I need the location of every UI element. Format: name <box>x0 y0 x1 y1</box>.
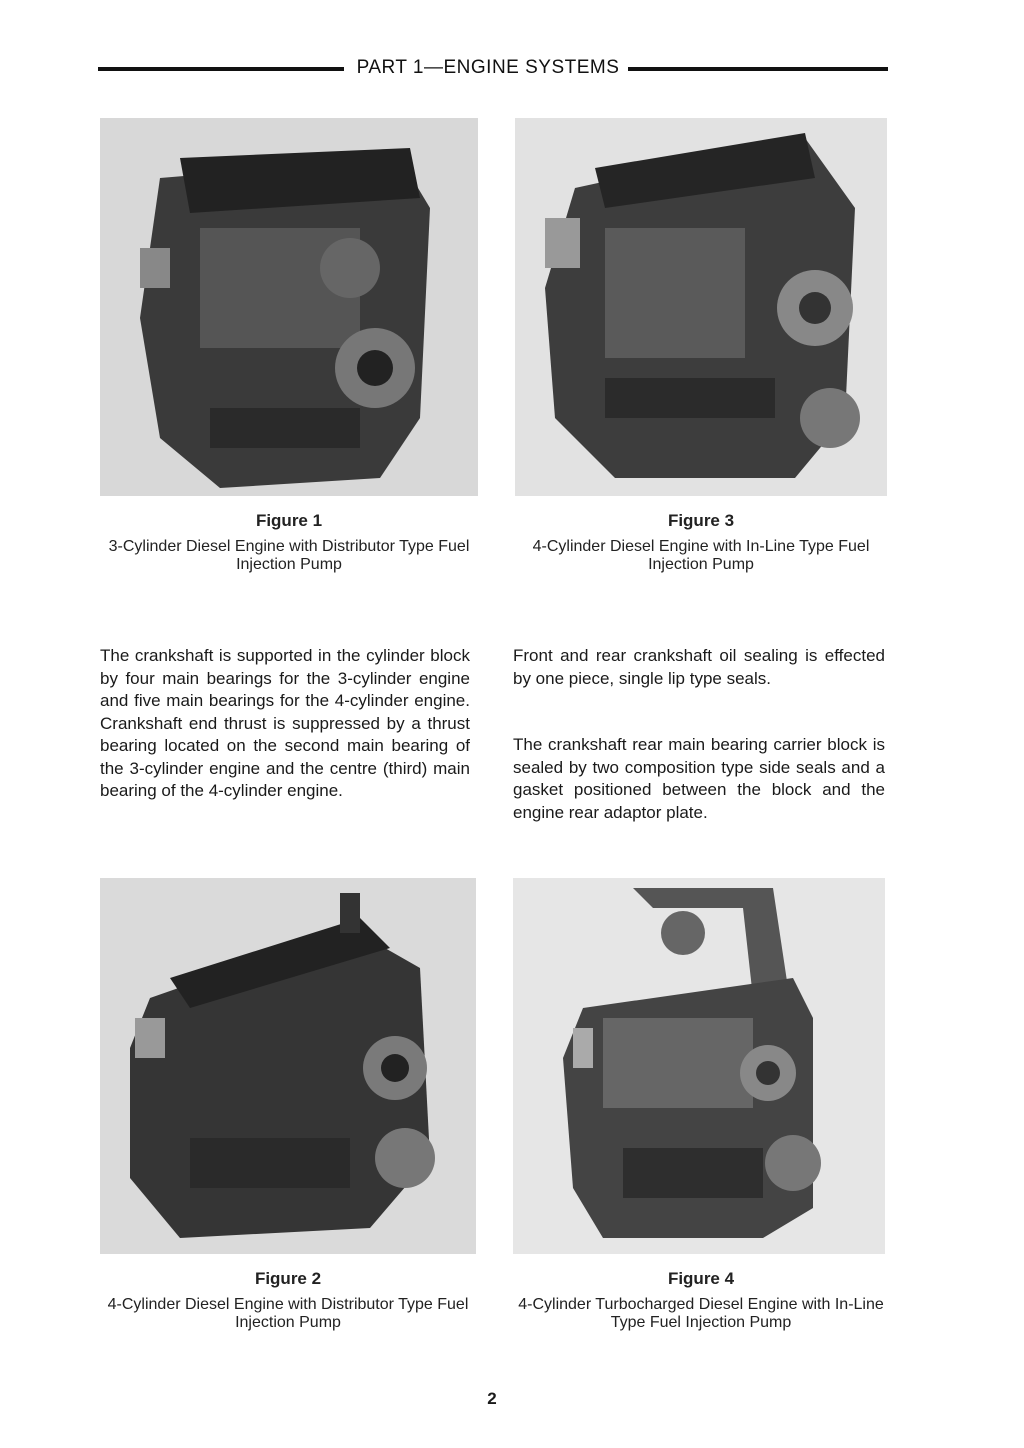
figure-2-caption <box>92 1270 484 1332</box>
figure-3-caption <box>505 512 897 574</box>
figure-4-photo <box>513 878 885 1254</box>
figure-4-caption <box>505 1270 897 1332</box>
figure-1-photo <box>100 118 478 496</box>
figure-1-caption <box>100 512 478 574</box>
figure-1-description: 3-Cylinder Diesel Engine with Distributor Type Fuel Injection Pump <box>108 538 470 573</box>
header-rule-left <box>98 67 344 71</box>
figure-2-photo <box>100 878 476 1254</box>
figure-1-label: Figure 1 <box>255 511 323 530</box>
section-title: PART 1—ENGINE SYSTEMS <box>356 57 620 78</box>
figure-3-description: 4-Cylinder Diesel Engine with In-Line Type Fuel Injection Pump <box>532 538 870 573</box>
figure-2-label: Figure 2 <box>254 1269 322 1288</box>
header-rule-right <box>628 67 888 71</box>
crankshaft-support-paragraph: The crankshaft is supported in the cylinder block by four main bearings for the 3-cylinder engine and five main bearings for the 4-cylinder engine. Crankshaft end thrust is suppressed by a thrust bearing located on the second main bearing of the 3-cylinder engine and the centre (third) main bearing of the 4-cylinder engine. <box>100 646 470 800</box>
bearing-carrier-paragraph: The crankshaft rear main bearing carrier block is sealed by two composition type side seals and a gasket positioned between the block and the engine rear adaptor plate. <box>513 735 885 822</box>
figure-4-description: 4-Cylinder Turbocharged Diesel Engine with In-Line Type Fuel Injection Pump <box>518 1296 884 1331</box>
figure-3-photo <box>515 118 887 496</box>
oil-sealing-paragraph: Front and rear crankshaft oil sealing is effected by one piece, single lip type seals. <box>513 646 885 688</box>
figure-3-label: Figure 3 <box>667 511 735 530</box>
page-header <box>98 56 888 80</box>
figure-4-label: Figure 4 <box>667 1269 735 1288</box>
page-number: 2 <box>487 1389 497 1408</box>
figure-2-description: 4-Cylinder Diesel Engine with Distributor Type Fuel Injection Pump <box>107 1296 469 1331</box>
